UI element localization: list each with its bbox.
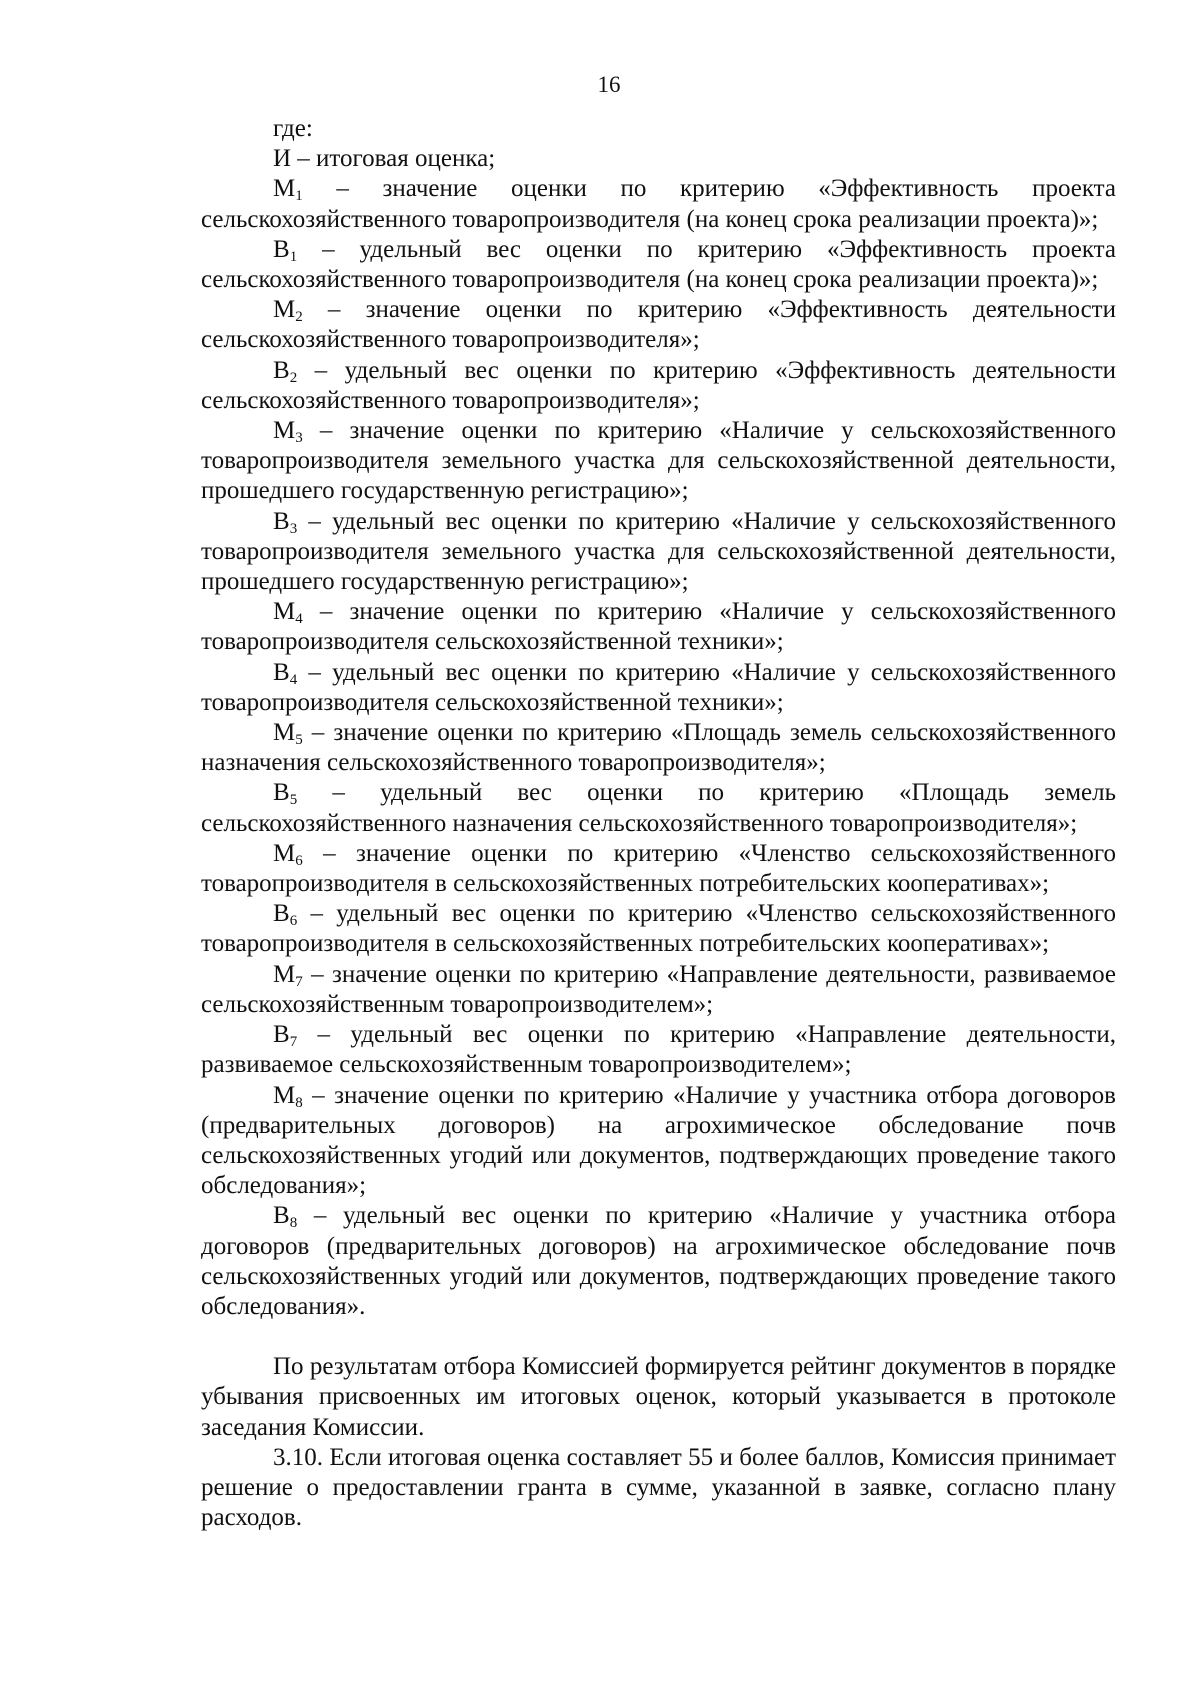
definition-total-score: И – итоговая оценка; bbox=[273, 145, 496, 173]
definition-m6: $М_6$ – значение оценки по критерию «Членство сельскохозяйственного товаропроизводителя в сельскохозяйственных потребительских кооперативах»; bbox=[201, 839, 1116, 898]
definition-b8: $В_8$ – удельный вес оценки по критерию «Наличие у участника отбора договоров (предварительных договоров) на агрохимическое обследование почв сельскохозяйственных угодий или документов, подтверждающих проведение такого обследования». bbox=[201, 1202, 1116, 1320]
definition-b5: $В_5$ – удельный вес оценки по критерию «Площадь земель сельскохозяйственного назначения сельскохозяйственного товаропроизводителя»; bbox=[201, 779, 1116, 837]
definition-m5: $М_5$ – значение оценки по критерию «Площадь земель сельскохозяйственного назначения сельскохозяйственного товаропроизводителя»; bbox=[201, 719, 1116, 777]
definition-b6: $В_6$ – удельный вес оценки по критерию «Членство сельскохозяйственного товаропроизводителя в сельскохозяйственных потребительских кооперативах»; bbox=[201, 900, 1116, 958]
definition-b3: $В_3$ – удельный вес оценки по критерию «Наличие у сельскохозяйственного товаропроизводителя земельного участка для сельскохозяйственной деятельности, прошедшего государственную регистрацию»; bbox=[201, 507, 1116, 596]
definition-m1: $М_1$ – значение оценки по критерию «Эффективность проекта сельскохозяйственного товаропроизводителя (на конец срока реализации проекта)»; bbox=[201, 175, 1116, 233]
definition-m2: $М_2$ – значение оценки по критерию «Эффективность деятельности сельскохозяйственного товаропроизводителя»; bbox=[201, 296, 1116, 354]
paragraph-rating: По результатам отбора Комиссией формируется рейтинг документов в порядке убывания присвоенных им итоговых оценок, который указывается в протоколе заседания Комиссии. bbox=[201, 1353, 1116, 1441]
definition-b4: $В_4$ – удельный вес оценки по критерию «Наличие у сельскохозяйственного товаропроизводителя сельскохозяйственной техники»; bbox=[201, 658, 1116, 716]
definition-b7: $В_7$ – удельный вес оценки по критерию «Направление деятельности, развиваемое сельскохозяйственным товаропроизводителем»; bbox=[201, 1021, 1116, 1079]
document-body bbox=[201, 114, 1116, 1533]
definition-m8: $М_8$ – значение оценки по критерию «Наличие у участника отбора договоров (предварительных договоров) на агрохимическое обследование почв сельскохозяйственных угодий или документов, подтверждающих проведение такого обследования»; bbox=[201, 1081, 1116, 1200]
definition-m3: $М_3$ – значение оценки по критерию «Наличие у сельскохозяйственного товаропроизводителя земельного участка для сельскохозяйственной деятельности, прошедшего государственную регистрацию»; bbox=[201, 417, 1116, 505]
definition-b1: $В_1$ – удельный вес оценки по критерию «Эффективность проекта сельскохозяйственного товаропроизводителя (на конец срока реализации проекта)»; bbox=[201, 235, 1116, 294]
definition-m7: $М_7$ – значение оценки по критерию «Направление деятельности, развиваемое сельскохозяйственным товаропроизводителем»; bbox=[201, 960, 1116, 1018]
page-number: 16 bbox=[597, 72, 621, 97]
definition-m4: $М_4$ – значение оценки по критерию «Наличие у сельскохозяйственного товаропроизводителя сельскохозяйственной техники»; bbox=[201, 598, 1116, 656]
definition-b2: $В_2$ – удельный вес оценки по критерию «Эффективность деятельности сельскохозяйственного товаропроизводителя»; bbox=[201, 356, 1116, 414]
paragraph-where: где: bbox=[273, 115, 313, 142]
paragraph-gap bbox=[201, 1322, 1116, 1352]
paragraph-3-10: 3.10. Если итоговая оценка составляет 55 и более баллов, Комиссия принимает решение о предоставлении гранта в сумме, указанной в заявке, согласно плану расходов. bbox=[201, 1443, 1116, 1532]
